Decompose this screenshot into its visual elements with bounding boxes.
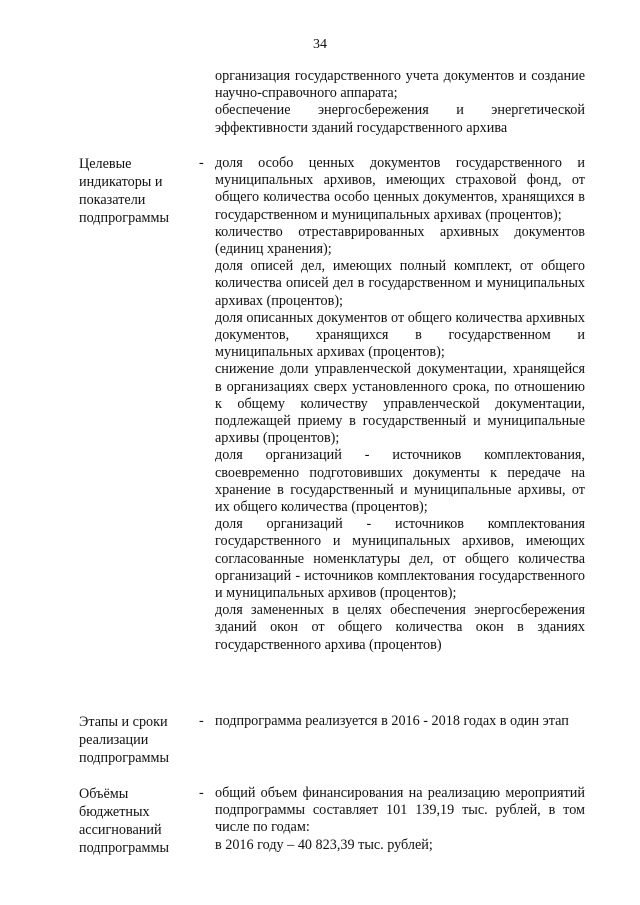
section-label: Целевые индикаторы и показатели подпрограммы: [79, 156, 169, 226]
section-label: Этапы и сроки реализации подпрограммы: [79, 714, 169, 766]
budget-paragraph: общий объем финансирования на реализацию мероприятий подпрограммы составляет 101 139,19 тыс. рублей, в том числе по годам:: [215, 785, 585, 836]
indicator-paragraph: доля организаций - источников комплектования государственного и муниципальных архивов, имеющих согласованные номенклатуры дел, от общего количества организаций - источников комплектования государственного и муниципальных архивов (процентов);: [215, 516, 585, 602]
indicator-paragraph: количество отреставрированных архивных документов (единиц хранения);: [215, 223, 585, 258]
section-label: Объёмы бюджетных ассигнований подпрограммы: [79, 786, 169, 856]
indicator-paragraph: доля замененных в целях обеспечения энергосбережения зданий окон от общего количества окон в зданиях государственного архива (процентов): [215, 602, 585, 653]
budget-paragraph: в 2016 году – 40 823,39 тыс. рублей;: [215, 836, 433, 853]
section-value: [215, 713, 585, 730]
indicator-paragraph: снижение доли управленческой документации, хранящейся в организациях сверх установленного срока, по отношению к общему количеству управленческой документации, подлежащей приему в государственный и муниципальные архивы (процентов);: [215, 361, 585, 447]
section-dash: -: [199, 785, 204, 801]
section-value: [215, 155, 585, 654]
indicator-paragraph: доля организаций - источников комплектования, своевременно подготовивших документы к передаче на хранение в государственный и муниципальные архивы, от их общего количества (процентов);: [215, 447, 585, 516]
intro-block: [215, 68, 585, 137]
indicator-paragraph: доля описей дел, имеющих полный комплект, от общего количества описей дел в государственном и муниципальных архивах (процентов);: [215, 258, 585, 309]
indicator-paragraph: доля описанных документов от общего количества архивных документов, хранящихся в государственном и муниципальных архивах (процентов);: [215, 309, 585, 361]
intro-paragraph: обеспечение энергосбережения и энергетической эффективности зданий государственного архива: [215, 102, 585, 136]
section-value: [215, 785, 585, 854]
section-dash: -: [199, 713, 204, 729]
intro-paragraph: организация государственного учета документов и создание научно-справочного аппарата;: [215, 68, 585, 102]
indicator-paragraph: доля особо ценных документов государственного и муниципальных архивов, имеющих страховой фонд, от общего количества особо ценных документов, хранящихся в государственном и муниципальных архивах (процентов);: [215, 155, 585, 223]
page-number: 34: [313, 37, 327, 52]
stage-paragraph: подпрограмма реализуется в 2016 - 2018 годах в один этап: [215, 713, 569, 729]
section-dash: -: [199, 155, 204, 171]
